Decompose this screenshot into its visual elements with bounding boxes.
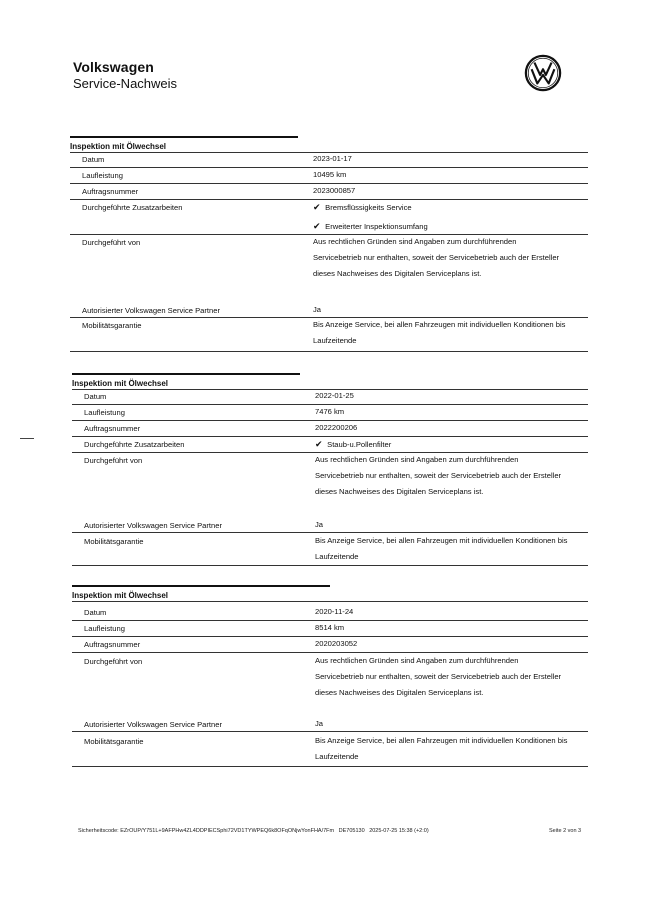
label-auftragsnummer: Auftragsnummer [84,640,141,649]
value-mobilitaetsgarantie [313,317,565,349]
value-auftragsnummer: 2023000857 [313,186,356,195]
brand-title: Volkswagen [73,59,154,75]
security-code: EZrOUP/Y751L+9AFPHw4ZL4DDPIECSphi72VD1TYWPEQ6k8OFqONjwYonFHA/7Fm [120,828,335,834]
zusatz-item: Staub-u.Pollenfilter [327,440,392,449]
text-line: Aus rechtlichen Gründen sind Angaben zum durchführenden [315,455,519,464]
text-line: Bis Anzeige Service, bei allen Fahrzeugen mit individuellen Konditionen bis [313,320,566,329]
value-datum: 2023-01-17 [313,154,352,163]
label-laufleistung: Laufleistung [84,624,125,633]
scan-edge-mark [20,438,34,439]
section-top-bar [72,373,300,375]
label-service-partner: Autorisierter Volkswagen Service Partner [84,720,223,729]
timestamp: 2025-07-25 15:38 (+2:0) [369,828,429,834]
label-durchgefuehrt-von: Durchgeführt von [84,456,143,465]
label-auftragsnummer: Auftragsnummer [84,424,141,433]
text-line: Bis Anzeige Service, bei allen Fahrzeugen mit individuellen Konditionen bis [315,736,568,745]
value-datum: 2020-11-24 [315,607,354,616]
security-label: Sicherheitscode: [78,828,119,834]
document-subtitle: Service-Nachweis [73,76,178,91]
value-durchgefuehrt-von [315,653,561,701]
label-datum: Datum [84,392,107,401]
text-line: Laufzeitende [315,752,359,761]
label-service-partner: Autorisierter Volkswagen Service Partner [84,521,223,530]
text-line: Servicebetrieb nur enthalten, soweit der Servicebetrieb auch der Ersteller [315,471,562,480]
zusatz-item: Erweiterter Inspektionsumfang [325,222,428,231]
section-title: Inspektion mit Ölwechsel [72,591,169,600]
value-mobilitaetsgarantie [315,533,567,565]
text-line: Laufzeitende [315,552,359,561]
checkmark-icon: ✔ [315,439,323,449]
section-top-bar [72,585,330,587]
value-service-partner: Ja [315,719,324,728]
label-datum: Datum [84,608,107,617]
value-auftragsnummer: 2022200206 [315,423,358,432]
vw-logo-icon [524,54,562,92]
text-line: Bis Anzeige Service, bei allen Fahrzeugen mit individuellen Konditionen bis [315,536,568,545]
value-datum: 2022-01-25 [315,391,354,400]
text-line: dieses Nachweises des Digitalen Serviceplans ist. [313,269,482,278]
page-number: Seite 2 von 3 [549,828,582,834]
label-mobilitaetsgarantie: Mobilitätsgarantie [84,737,144,746]
checkmark-icon: ✔ [313,221,321,231]
service-section-2 [72,373,588,573]
label-zusatzarbeiten: Durchgeführte Zusatzarbeiten [84,440,185,449]
service-section-1 [70,136,588,356]
value-service-partner: Ja [313,305,322,314]
text-line: Servicebetrieb nur enthalten, soweit der Servicebetrieb auch der Ersteller [315,672,562,681]
value-laufleistung: 7476 km [315,407,345,416]
service-section-3 [72,585,588,775]
text-line: Aus rechtlichen Gründen sind Angaben zum durchführenden [315,656,519,665]
label-durchgefuehrt-von: Durchgeführt von [82,238,141,247]
value-laufleistung: 8514 km [315,623,345,632]
label-laufleistung: Laufleistung [84,408,125,417]
text-line: Servicebetrieb nur enthalten, soweit der Servicebetrieb auch der Ersteller [313,253,560,262]
text-line: dieses Nachweises des Digitalen Serviceplans ist. [315,688,484,697]
label-mobilitaetsgarantie: Mobilitätsgarantie [82,321,142,330]
value-durchgefuehrt-von [313,234,559,282]
label-laufleistung: Laufleistung [82,171,123,180]
label-mobilitaetsgarantie: Mobilitätsgarantie [84,537,144,546]
label-service-partner: Autorisierter Volkswagen Service Partner [82,306,221,315]
value-laufleistung: 10495 km [313,170,347,179]
label-auftragsnummer: Auftragsnummer [82,187,139,196]
doc-number: DE705130 [338,828,365,834]
value-auftragsnummer: 2020203052 [315,639,358,648]
value-zusatzarbeiten [313,199,428,235]
checkmark-icon: ✔ [313,202,321,212]
value-service-partner: Ja [315,520,324,529]
section-top-bar [70,136,298,138]
text-line: dieses Nachweises des Digitalen Serviceplans ist. [315,487,484,496]
zusatz-item: Bremsflüssigkeits Service [325,203,412,212]
text-line: Laufzeitende [313,336,357,345]
section-title: Inspektion mit Ölwechsel [70,142,167,151]
value-mobilitaetsgarantie [315,733,567,765]
value-zusatzarbeiten [315,436,391,453]
label-datum: Datum [82,155,105,164]
label-durchgefuehrt-von: Durchgeführt von [84,657,143,666]
text-line: Aus rechtlichen Gründen sind Angaben zum durchführenden [313,237,517,246]
section-title: Inspektion mit Ölwechsel [72,379,169,388]
footer-security [78,828,429,834]
value-durchgefuehrt-von [315,452,561,500]
label-zusatzarbeiten: Durchgeführte Zusatzarbeiten [82,203,183,212]
